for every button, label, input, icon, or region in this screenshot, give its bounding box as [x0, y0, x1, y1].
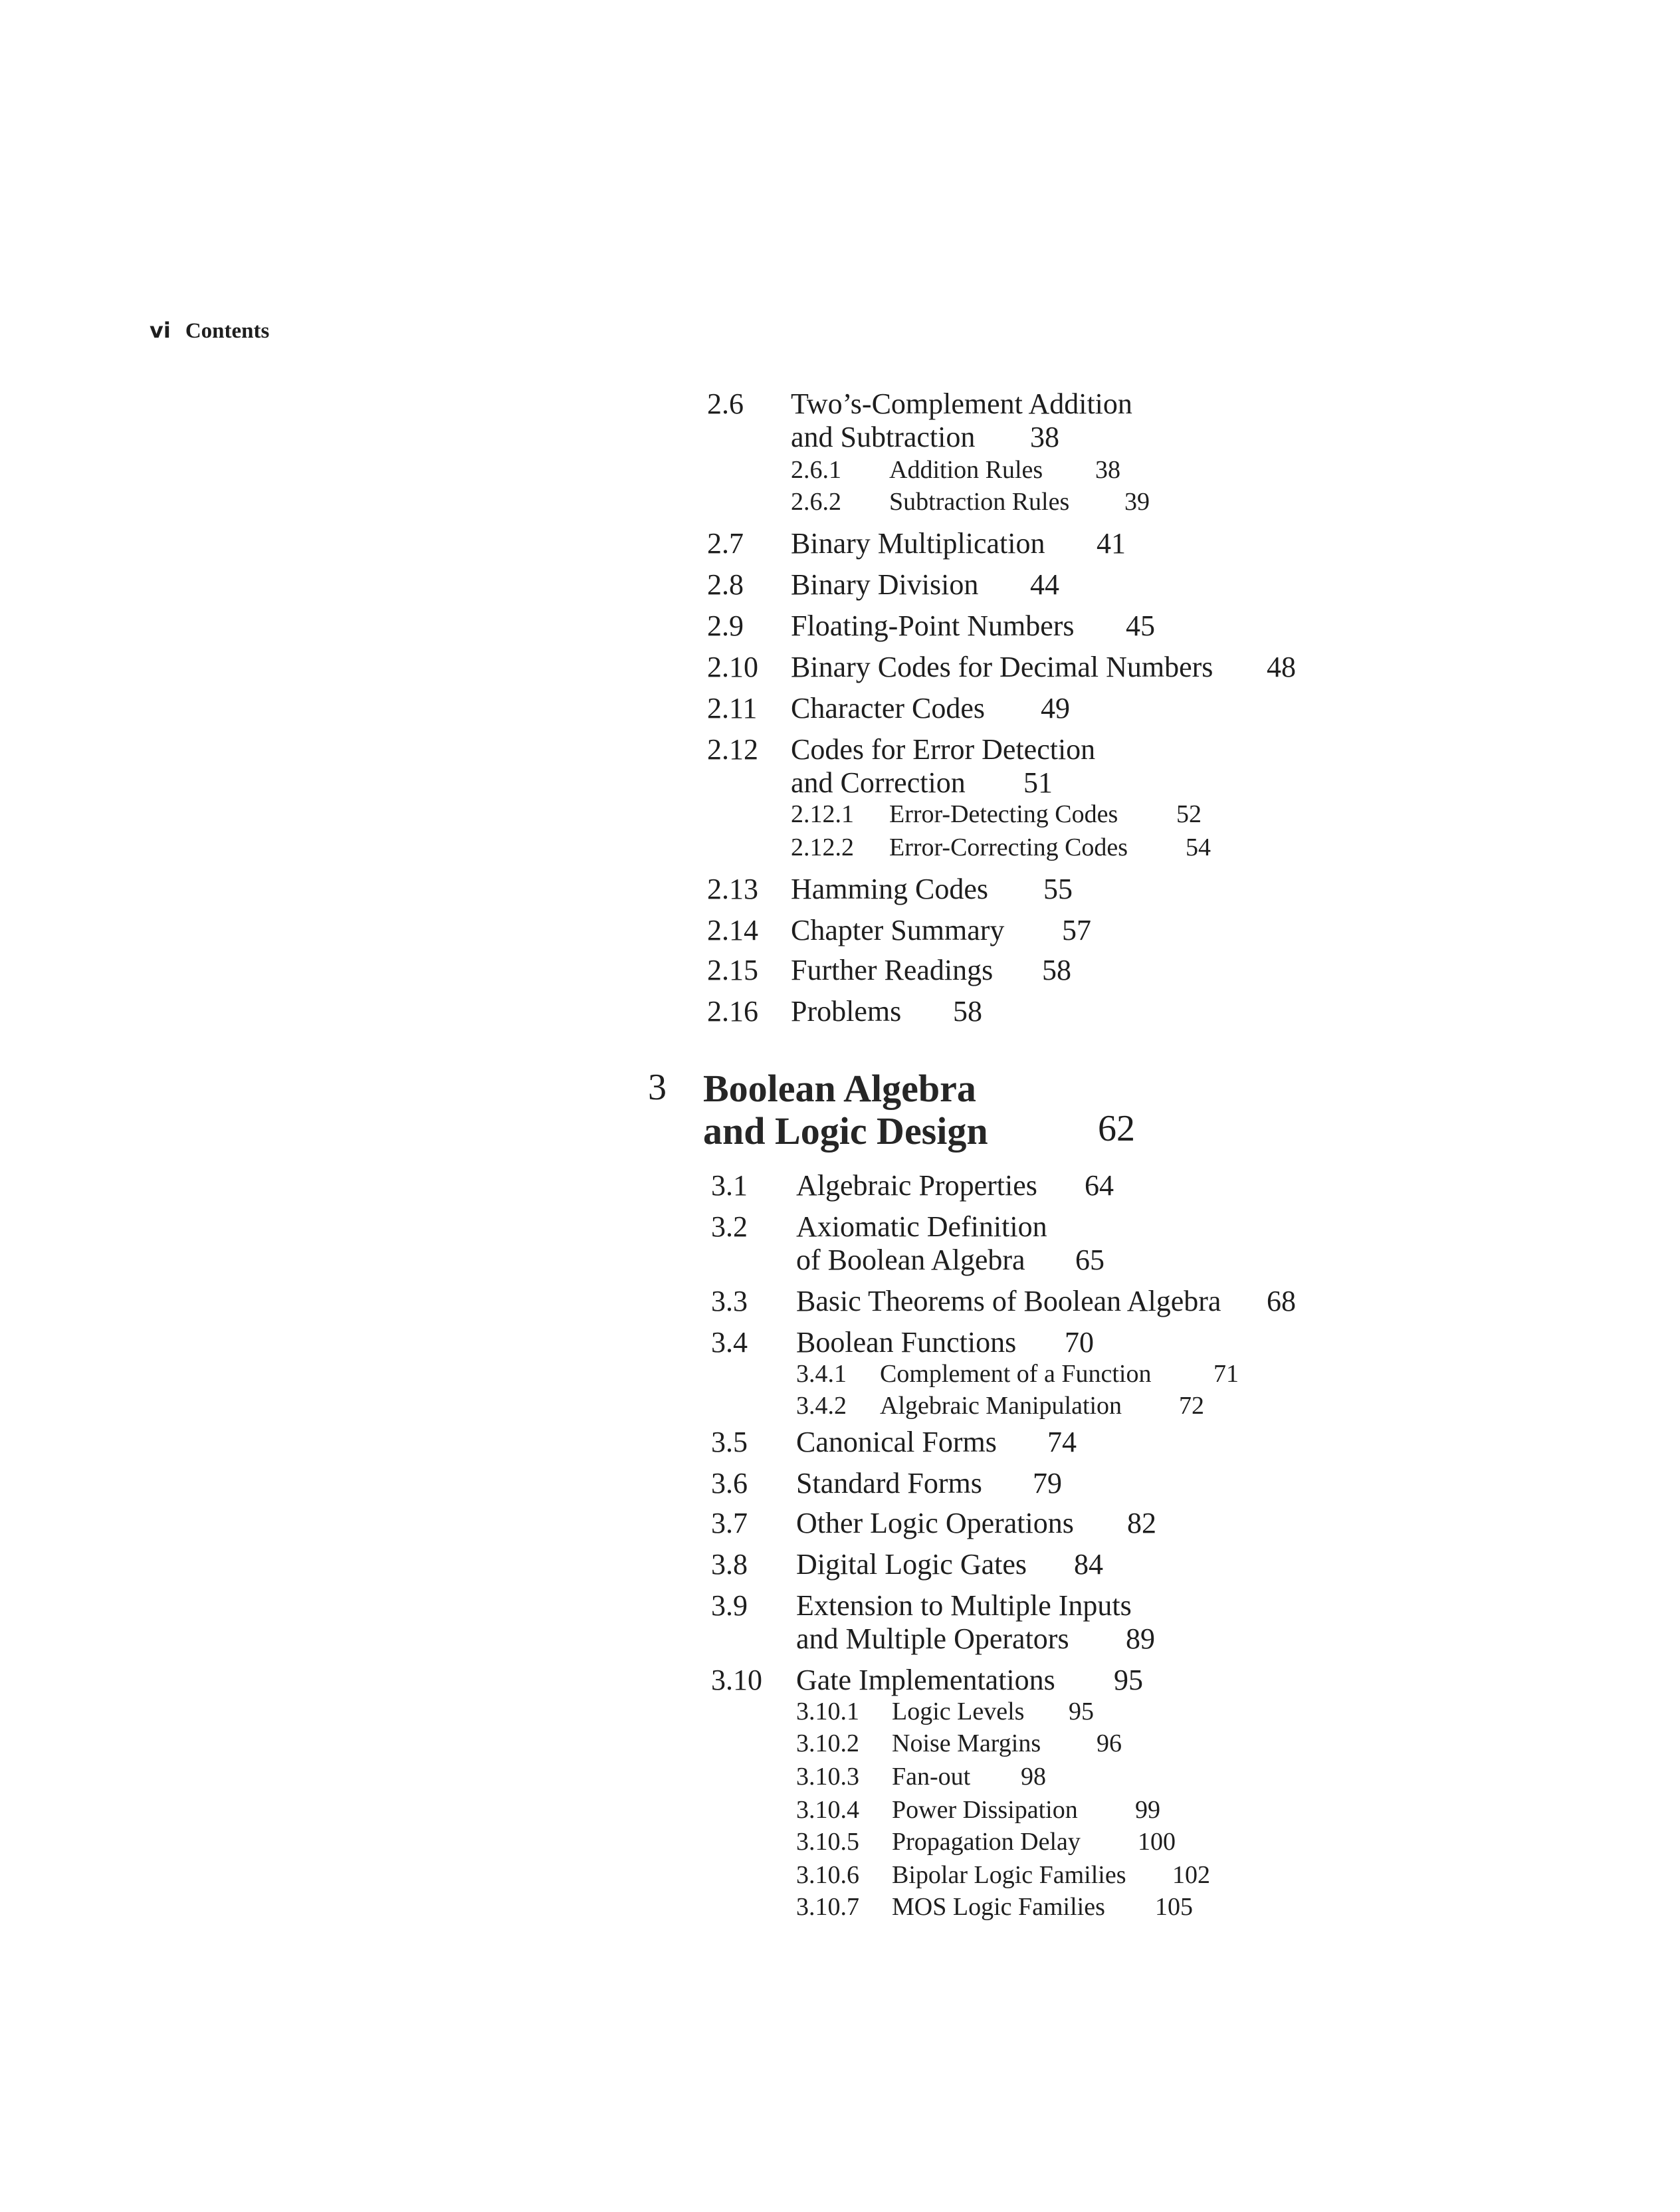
subentry-page: 38 [1095, 456, 1120, 484]
entry-number: 2.14 [707, 914, 758, 946]
subentry-page: 96 [1097, 1729, 1122, 1757]
subentry-title: Error-Detecting Codes [889, 800, 1118, 828]
subentry-number: 2.12.1 [791, 800, 854, 828]
entry-page: 48 [1267, 651, 1296, 683]
subentry-page: 72 [1179, 1392, 1204, 1420]
subentry-number: 2.12.2 [791, 833, 854, 861]
subentry-number: 3.10.6 [796, 1861, 859, 1889]
entry-title: Chapter Summary [791, 914, 1005, 946]
entry-page: 68 [1267, 1285, 1296, 1317]
entry-page: 57 [1062, 914, 1091, 946]
entry-number: 2.13 [707, 873, 758, 905]
entry-title: Other Logic Operations [796, 1507, 1074, 1539]
entry-page: 89 [1126, 1622, 1155, 1655]
entry-page: 58 [1042, 954, 1071, 986]
entry-title: Two’s-Complement Addition [791, 387, 1132, 420]
entry-title: Hamming Codes [791, 873, 988, 905]
subentry-number: 2.6.2 [791, 488, 841, 516]
entry-title: Further Readings [791, 954, 994, 986]
entry-page: 65 [1075, 1244, 1104, 1276]
entry-page: 84 [1074, 1548, 1103, 1581]
entry-title: Binary Codes for Decimal Numbers [791, 651, 1213, 683]
entry-page: 58 [953, 995, 982, 1028]
subentry-page: 54 [1186, 833, 1211, 861]
entry-title: Axiomatic Definition [796, 1210, 1047, 1243]
chapter-title-line: Boolean Algebra [703, 1067, 976, 1110]
entry-title: Canonical Forms [796, 1426, 997, 1458]
entry-title: Boolean Functions [796, 1326, 1017, 1359]
entry-title: Codes for Error Detection [791, 733, 1096, 766]
entry-page: 45 [1126, 609, 1155, 642]
subentry-page: 39 [1124, 488, 1150, 516]
entry-page: 95 [1114, 1664, 1143, 1696]
subentry-page: 98 [1021, 1763, 1046, 1791]
entry-title: Character Codes [791, 692, 985, 724]
entry-number: 2.10 [707, 651, 758, 683]
entry-page: 70 [1065, 1326, 1094, 1359]
subentry-page: 105 [1155, 1893, 1193, 1921]
subentry-page: 52 [1176, 800, 1202, 828]
entry-number: 3.4 [711, 1326, 748, 1359]
entry-number: 2.6 [707, 387, 744, 420]
chapter-title [703, 1067, 988, 1153]
entry-number: 3.6 [711, 1467, 748, 1499]
subentry-number: 3.10.5 [796, 1828, 859, 1856]
entry-page: 51 [1023, 766, 1053, 799]
entry-page: 82 [1127, 1507, 1156, 1539]
entry-title: Problems [791, 995, 902, 1028]
entry-title: Basic Theorems of Boolean Algebra [796, 1285, 1221, 1317]
entry-title: Binary Division [791, 568, 979, 601]
entry-title: Extension to Multiple Inputs [796, 1589, 1132, 1622]
entry-number: 2.8 [707, 568, 744, 601]
entry-page: 64 [1085, 1169, 1114, 1202]
entry-page: 41 [1097, 527, 1126, 560]
subentry-number: 2.6.1 [791, 456, 841, 484]
subentry-number: 3.10.4 [796, 1796, 859, 1824]
subentry-title: Propagation Delay [892, 1828, 1081, 1856]
subentry-number: 3.10.2 [796, 1729, 859, 1757]
subentry-page: 95 [1069, 1698, 1094, 1725]
entry-number: 2.12 [707, 733, 758, 766]
entry-title: Digital Logic Gates [796, 1548, 1027, 1581]
entry-number: 2.16 [707, 995, 758, 1028]
chapter-title-line: and Logic Design [703, 1109, 988, 1153]
entry-title: Algebraic Properties [796, 1169, 1037, 1202]
entry-title: Gate Implementations [796, 1664, 1055, 1696]
chapter-number: 3 [648, 1067, 667, 1108]
entry-number: 3.1 [711, 1169, 748, 1202]
folio-number: vi [150, 318, 171, 343]
subentry-title: Power Dissipation [892, 1796, 1078, 1824]
entry-page: 74 [1047, 1426, 1077, 1458]
header-title: Contents [185, 319, 270, 343]
running-header [150, 318, 269, 344]
subentry-title: MOS Logic Families [892, 1893, 1105, 1921]
subentry-number: 3.10.1 [796, 1698, 859, 1725]
subentry-title: Noise Margins [892, 1729, 1041, 1757]
subentry-page: 71 [1213, 1360, 1239, 1388]
entry-title-continued: of Boolean Algebra [796, 1244, 1025, 1276]
entry-number: 3.8 [711, 1548, 748, 1581]
entry-page: 38 [1030, 421, 1059, 453]
entry-page: 79 [1033, 1467, 1062, 1499]
entry-number: 3.9 [711, 1589, 748, 1622]
entry-number: 3.2 [711, 1210, 748, 1243]
entry-title-continued: and Subtraction [791, 421, 976, 453]
entry-page: 55 [1043, 873, 1073, 905]
entry-title-continued: and Multiple Operators [796, 1622, 1069, 1655]
subentry-title: Subtraction Rules [889, 488, 1070, 516]
subentry-number: 3.4.2 [796, 1392, 847, 1420]
entry-number: 3.3 [711, 1285, 748, 1317]
subentry-title: Fan-out [892, 1763, 971, 1791]
subentry-title: Error-Correcting Codes [889, 833, 1128, 861]
subentry-page: 100 [1138, 1828, 1176, 1856]
subentry-title: Logic Levels [892, 1698, 1025, 1725]
entry-number: 3.5 [711, 1426, 748, 1458]
entry-title: Floating-Point Numbers [791, 609, 1075, 642]
entry-title: Binary Multiplication [791, 527, 1045, 560]
entry-number: 3.10 [711, 1664, 762, 1696]
entry-number: 2.15 [707, 954, 758, 986]
entry-number: 3.7 [711, 1507, 748, 1539]
entry-title-continued: and Correction [791, 766, 966, 799]
entry-number: 2.7 [707, 527, 744, 560]
subentry-title: Algebraic Manipulation [880, 1392, 1122, 1420]
subentry-number: 3.10.3 [796, 1763, 859, 1791]
entry-page: 44 [1030, 568, 1059, 601]
entry-title: Standard Forms [796, 1467, 982, 1499]
subentry-number: 3.4.1 [796, 1360, 847, 1388]
subentry-page: 99 [1135, 1796, 1160, 1824]
entry-number: 2.9 [707, 609, 744, 642]
subentry-title: Bipolar Logic Families [892, 1861, 1126, 1889]
entry-page: 49 [1041, 692, 1070, 724]
subentry-title: Complement of a Function [880, 1360, 1152, 1388]
entry-number: 2.11 [707, 692, 758, 724]
subentry-page: 102 [1172, 1861, 1210, 1889]
chapter-page: 62 [1098, 1108, 1135, 1149]
subentry-title: Addition Rules [889, 456, 1043, 484]
subentry-number: 3.10.7 [796, 1893, 859, 1921]
